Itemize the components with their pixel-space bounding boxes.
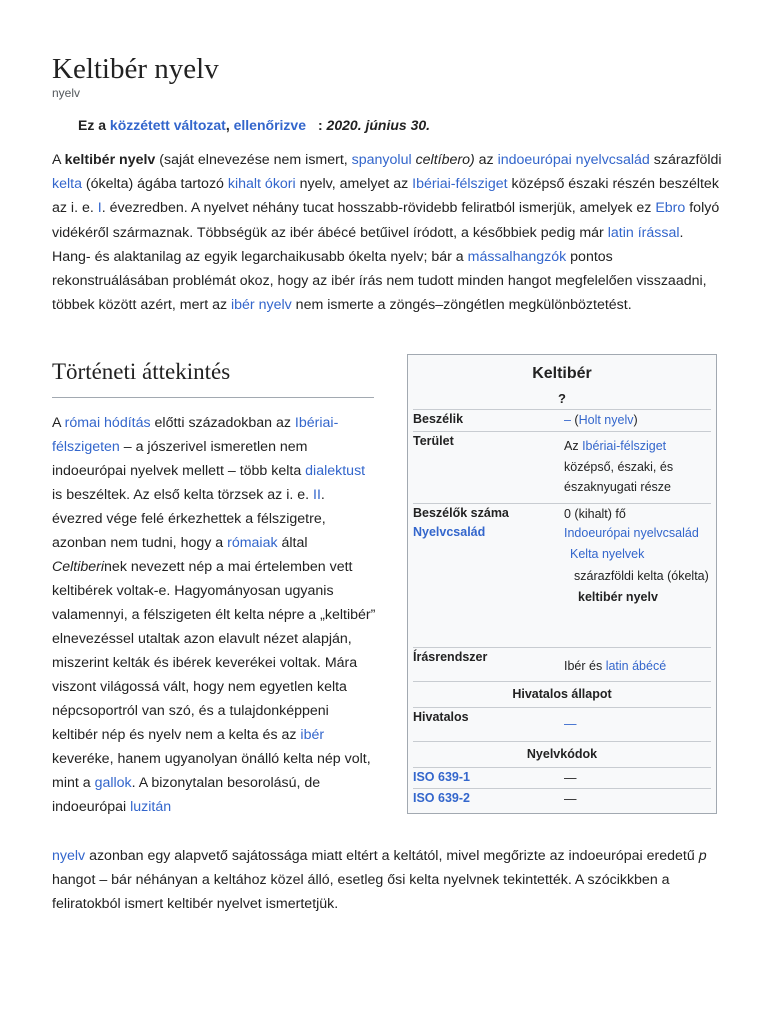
infobox-value: — — [564, 792, 577, 806]
inline-link[interactable]: Ibériai-félsziget — [412, 176, 508, 193]
text-run: A — [52, 415, 65, 431]
text-run: nyelv, amelyet az — [295, 176, 413, 193]
infobox-row-spoken — [413, 409, 711, 432]
dead-language-link[interactable]: Holt nyelv — [578, 413, 634, 427]
text-run: előtti századokban az — [150, 415, 295, 431]
revision-colon: : — [317, 117, 323, 133]
infobox-label: Hivatalos — [413, 710, 469, 724]
inline-link[interactable]: indoeurópai nyelvcsalád — [497, 152, 650, 168]
history-paragraph-continued — [52, 844, 732, 916]
page-subtitle: nyelv — [52, 86, 81, 100]
text-run: azonban egy alapvető sajátossága miatt eltért a keltától, mivel megőrizte az indoeurópai eredetű — [85, 848, 699, 864]
infobox-row-official — [413, 707, 711, 742]
inline-link[interactable]: mássalhangzók — [467, 248, 567, 265]
text-run: (ókelta) ágába tartozó — [81, 176, 228, 193]
infobox-row-family — [413, 523, 711, 647]
infobox-header: Nyelvkódok — [526, 747, 598, 761]
infobox-row-script — [413, 647, 711, 682]
area-prefix: Az — [564, 439, 583, 453]
text-run: . évezredben. A nyelvet néhány tucat hosszabb-rövidebb feliratból ismerjük, amelyek ez — [101, 200, 656, 217]
infobox-codes-header — [413, 741, 711, 768]
revision-prefix: Ez a — [78, 117, 110, 133]
text-run: nek nevezett nép a mai értelemben vett keltibérek voltak-e. Hagyományosan ugyanis valamennyi, a félszigeten élt kelta népre a „keltibér” elnevezéssel utaltak azon elavult nézet alapján, miszerint kelták és ibérek keverékei voltak. Mára viszont világossá vált, hogy nem egyetlen kelta népcsoportról van szó, és a tulajdonképpeni keltibér nép és nyelv nem a kelta és az — [52, 559, 376, 743]
inline-link[interactable]: kihalt ókori — [227, 176, 296, 193]
latin-alphabet-link[interactable]: latin ábécé — [605, 659, 667, 673]
infobox-value: — — [564, 771, 577, 785]
published-version-link[interactable]: közzétett változat — [109, 117, 226, 133]
text-run: – a jószerivel ismeretlen nem indoeurópai nyelvek mellett – több kelta — [52, 439, 308, 479]
inline-link[interactable]: latin írással — [607, 224, 680, 241]
celtic-languages-link[interactable]: Kelta nyelvek — [570, 546, 645, 561]
inline-link[interactable]: ibér — [300, 727, 325, 743]
text-run: A — [52, 152, 65, 168]
infobox-row-iso2 — [413, 788, 711, 810]
italic-term: Celtiberi — [52, 559, 105, 575]
inline-link[interactable]: Ebro — [655, 200, 686, 217]
inline-link[interactable]: római hódítás — [64, 415, 151, 431]
inline-link[interactable]: gallok — [94, 775, 132, 791]
paren-close: ) — [633, 413, 638, 427]
text-run: középső északi részén beszéltek az i. e. — [52, 176, 719, 217]
infobox-row-iso1 — [413, 767, 711, 789]
infobox-row-area — [413, 431, 711, 504]
paren-open: ( — [570, 413, 579, 427]
inline-link[interactable]: Ibériai-félszigeten — [52, 415, 339, 455]
text-run: nem ismerte a zöngés–zöngétlen megkülönböztetést. — [291, 297, 632, 314]
indo-european-link[interactable]: Indoeurópai nyelvcsalád — [564, 526, 699, 540]
text-run: (saját elnevezése nem ismert, — [155, 152, 352, 168]
infobox-value — [564, 436, 712, 498]
spoken-dash: – — [564, 413, 571, 427]
italic-term: celtíbero) — [415, 152, 475, 168]
infobox-row-speakers — [413, 503, 711, 524]
infobox-value — [564, 656, 712, 677]
continental-celtic: szárazföldi kelta (ókelta) — [574, 569, 709, 583]
infobox-label: Terület — [413, 434, 454, 448]
celtiberian-node: keltibér nyelv — [578, 589, 658, 604]
text-run: pontos rekonstruálásában problémát okoz, hogy az ibér írás nem tudott minden hangot megfelelően visszaadni, többek között azért, mert az — [52, 248, 707, 314]
inline-link[interactable]: spanyolul — [351, 152, 412, 168]
intro-paragraph — [52, 148, 722, 317]
text-run: az — [474, 152, 498, 168]
inline-link[interactable]: dialektust — [305, 463, 366, 479]
iberian-peninsula-link[interactable]: Ibériai-félsziget — [582, 439, 667, 453]
text-run: . Hang- és alaktanilag az egyik legarchaikusabb ókelta nyelv; bár a — [52, 224, 684, 265]
infobox-value — [564, 523, 712, 607]
text-run: is beszéltek. Az első kelta törzsek az i. e. — [52, 487, 314, 503]
script-prefix: Ibér és — [564, 659, 606, 673]
infobox-value: — — [564, 717, 577, 731]
inline-link[interactable]: kelta — [52, 176, 82, 193]
text-run: . évezred vége felé érkezhettek a félszigetre, azonban nem tudni, hogy a — [52, 487, 326, 551]
revision-notice — [78, 117, 430, 133]
history-paragraph — [52, 411, 378, 819]
iso-639-2-link[interactable]: ISO 639-2 — [413, 791, 470, 805]
checked-link[interactable]: ellenőrizve — [233, 117, 306, 133]
revision-comma: , — [225, 117, 234, 133]
revision-date: 2020. június 30. — [326, 117, 431, 133]
inline-link[interactable]: ibér nyelv — [231, 297, 292, 314]
infobox-label: Beszélők száma — [413, 506, 509, 520]
language-infobox — [407, 354, 717, 814]
inline-link[interactable]: nyelv — [52, 848, 86, 864]
bold-term: keltibér nyelv — [64, 152, 156, 168]
text-run: folyó vidékéről származnak. Többségük az ibér ábécé betűivel íródott, a későbbiek pedig már — [52, 200, 720, 241]
inline-link[interactable]: II — [313, 487, 321, 503]
infobox-value — [564, 410, 712, 431]
area-rest: középső, északi, és északnyugati része — [564, 459, 674, 494]
text-run: által — [277, 535, 308, 551]
section-heading: Történeti áttekintés — [52, 357, 374, 398]
page-title: Keltibér nyelv — [52, 53, 219, 85]
infobox-value: 0 (kihalt) fő — [564, 507, 626, 521]
infobox-header: Hivatalos állapot — [512, 687, 612, 701]
italic-term: p — [698, 848, 707, 864]
inline-link[interactable]: rómaiak — [227, 535, 278, 551]
infobox-official-header — [413, 681, 711, 708]
language-family-link[interactable]: Nyelvcsalád — [413, 525, 486, 539]
inline-link[interactable]: luzitán — [130, 799, 172, 815]
infobox-native-name: ? — [558, 391, 566, 406]
text-run: . A bizonytalan besorolású, de indoeurópai — [52, 775, 321, 815]
inline-link[interactable]: I — [97, 200, 102, 217]
text-run: szárazföldi — [649, 152, 722, 168]
infobox-title: Keltibér — [532, 365, 592, 382]
text-run: keveréke, hanem ugyanolyan önálló kelta nép volt, mint a — [52, 751, 371, 791]
infobox-label: Beszélik — [413, 412, 464, 426]
iso-639-1-link[interactable]: ISO 639-1 — [413, 770, 470, 784]
infobox-label: Írásrendszer — [413, 650, 488, 664]
text-run: hangot – bár néhányan a keltához közel álló, esetleg ősi kelta nyelvnek tekintették. A szócikkben a feliratokból ismert keltibér nyelvet ismertetjük. — [52, 872, 670, 912]
